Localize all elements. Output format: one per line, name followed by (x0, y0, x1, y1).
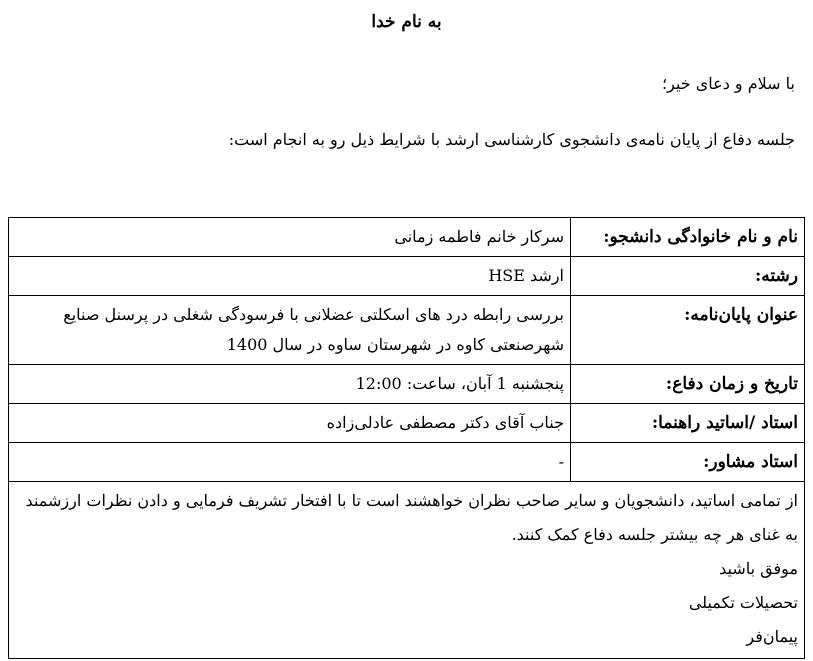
table-row (9, 218, 805, 257)
table-row (9, 482, 805, 659)
department-text: تحصیلات تکمیلی (688, 593, 798, 612)
student-name-value: سرکار خانم فاطمه زمانی (9, 218, 571, 257)
closing-cell (9, 482, 805, 659)
table-row (9, 257, 805, 296)
intro-text: جلسه دفاع از پایان نامه‌ی دانشجوی کارشناسی ارشد با شرایط ذیل رو به انجام است: (228, 130, 795, 149)
invitation-text: از تمامی اساتید، دانشجویان و سایر صاحب نظران خواهشند است تا با افتخار تشریف فرمایی و دادن نظرات ارزشمند به غنای هر چه بیشتر جلسه دفاع کمک کنند. (25, 491, 798, 544)
field-label: رشته: (571, 257, 805, 296)
table-row (9, 404, 805, 443)
table-row (9, 365, 805, 404)
table-row (9, 296, 805, 365)
defense-datetime-label: تاریخ و زمان دفاع: (571, 365, 805, 404)
field-value: ارشد HSE (9, 257, 571, 296)
thesis-title-label: عنوان پایان‌نامه: (571, 296, 805, 365)
document-title: به نام خدا (371, 12, 442, 32)
defense-info-table (8, 217, 805, 659)
defense-datetime-value: پنجشنبه 1 آبان، ساعت: 12:00 (9, 365, 571, 404)
wish-text: موفق باشید (719, 559, 798, 578)
greeting-text: با سلام و دعای خیر؛ (662, 74, 795, 93)
signature-text: پیمان‌فر (746, 627, 798, 646)
advisor-label: استاد مشاور: (571, 443, 805, 482)
thesis-title-value: بررسی رابطه درد های اسکلتی عضلانی با فرسودگی شغلی در پرسنل صنایع شهرصنعتی کاوه در شهرستان ساوه در سال 1400 (9, 296, 571, 365)
student-name-label: نام و نام خانوادگی دانشجو: (571, 218, 805, 257)
advisor-value: - (9, 443, 571, 482)
supervisor-value: جناب آقای دکتر مصطفی عادلی‌زاده (9, 404, 571, 443)
table-row (9, 443, 805, 482)
supervisor-label: استاد /اساتید راهنما: (571, 404, 805, 443)
